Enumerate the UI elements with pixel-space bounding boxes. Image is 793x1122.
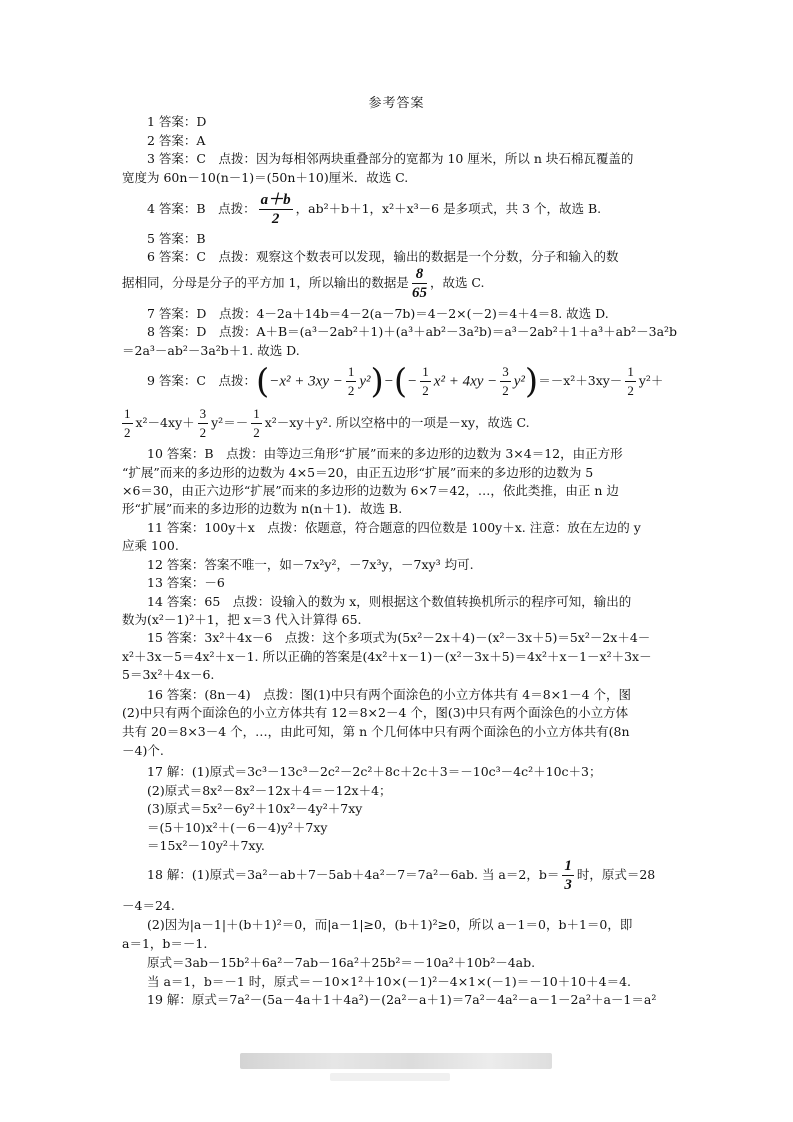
right-paren: ) [524, 361, 539, 402]
one-third-fraction [562, 857, 574, 894]
answer-10-line-1: 10 答案：B 点拨：由等边三角形“扩展”而来的多边形的边数为 3×4＝12，由正方形 [147, 446, 623, 461]
answer-6-line-1: 6 答案：C 点拨：观察这个数表可以发现，输出的数据是一个分数，分子和输入的数 [147, 249, 619, 264]
fraction-denominator: 2 [627, 383, 634, 398]
left-paren: ( [256, 361, 270, 402]
answer-9-expr-4: x² + 4xy − [433, 373, 498, 390]
solution-17-step-2: ＝(5＋10)x²＋(－6－4)y²＋7xy [147, 820, 328, 835]
solution-18-suffix: 时，原式＝28 [576, 867, 656, 882]
solution-18-part-2: (2)因为|a－1|＋(b＋1)²＝0，而|a－1|≥0，(b＋1)²≥0，所以 a－1＝0，b＋1＝0，即 [147, 917, 633, 932]
answer-16-line-2: (2)中只有两个面涂色的小立方体共有 12＝8×2－4 个，图(3)中只有两个面涂色的小立方体 [122, 705, 629, 720]
answer-13: 13 答案：－6 [147, 575, 225, 590]
answer-6-line-2 [122, 264, 485, 302]
solution-17-step-3: ＝15x²－10y²＋7xy. [147, 838, 265, 853]
answer-3-line-1: 3 答案：C 点拨：因为每相邻两块重叠部分的宽都为 10 厘米，所以 n 块石棉瓦覆盖的 [147, 151, 634, 166]
page-title: 参考答案 [368, 96, 425, 111]
fraction-denominator: 2 [253, 425, 260, 440]
answer-4 [147, 190, 601, 228]
fraction-denominator: 3 [564, 877, 572, 893]
fraction-numerator: 3 [500, 363, 511, 382]
answer-15-line-3: 5＝3x²＋4x－6. [122, 667, 215, 682]
answer-9-prefix: 9 答案：C 点拨： [147, 373, 256, 388]
solution-18-part-2-cont: a＝1，b＝－1. [122, 936, 208, 951]
fraction-numerator: 1 [122, 405, 133, 424]
left-paren: ( [393, 361, 408, 402]
half-fraction [346, 363, 357, 400]
half-fraction [625, 363, 636, 400]
answer-16-line-4: －4)个. [122, 743, 164, 758]
fraction-numerator: 1 [420, 363, 431, 382]
answer-9-result-2: y²＋ [638, 373, 664, 388]
solution-18-eval: 当 a＝1，b＝－1 时，原式＝－10×1²＋10×(－1)²－4×1×(－1)＝－10＋10＋4＝4. [147, 974, 631, 989]
half-fraction [420, 363, 431, 400]
answer-9-result-1: ＝－x²＋3xy－ [538, 373, 623, 388]
answer-9-tail-2: y²＝－ [211, 415, 249, 430]
answer-5: 5 答案：B [147, 231, 206, 246]
answer-9-expr-3: − [383, 373, 394, 390]
solution-18-expr: 原式＝3ab－15b²＋6a²－7ab－16a²＋25b²＝－10a²＋10b²－4ab. [147, 955, 536, 970]
answer-2: 2 答案：A [147, 133, 206, 148]
answer-4-fraction [259, 191, 293, 228]
fraction-numerator: 1 [346, 363, 357, 382]
solution-19: 19 解：原式＝7a²－(5a－4a＋1＋4a²)－(2a²－a＋1)＝7a²－4a²－a－1－2a²＋a－1＝a² [147, 992, 657, 1007]
fraction-numerator: 1 [625, 363, 636, 382]
answer-4-prefix: 4 答案：B 点拨： [147, 201, 256, 216]
blurred-watermark-sub [330, 1073, 450, 1081]
solution-17-part-3: (3)原式＝5x²－6y²＋10x²－4y²＋7xy [147, 801, 363, 816]
answer-6-suffix: ，故选 C. [429, 275, 485, 290]
answer-10-line-4: 形“扩展”而来的多边形的边数为 n(n＋1)．故选 B. [122, 501, 403, 516]
answer-9-tail-3: x²－xy＋y². 所以空格中的一项是－xy，故选 C. [264, 415, 530, 430]
answer-10-line-2: “扩展”而来的多边形的边数为 4×5＝20，由正五边形“扩展”而来的多边形的边数为 5 [122, 465, 594, 480]
answer-1: 1 答案：D [147, 114, 207, 129]
fraction-numerator: 1 [251, 405, 262, 424]
answer-15-line-1: 15 答案：3x²＋4x－6 点拨：这个多项式为(5x²－2x＋4)－(x²－3x＋5)＝5x²－2x＋4－ [147, 630, 651, 645]
fraction-numerator: a＋b [260, 192, 291, 208]
answer-14-line-1: 14 答案：65 点拨：设输入的数为 x，则根据这个数值转换机所示的程序可知，输出的 [147, 594, 632, 609]
answer-7: 7 答案：D 点拨：4－2a＋14b＝4－2(a－7b)＝4－2×(－2)＝4＋4＝8. 故选 D. [147, 306, 609, 321]
answer-6-fraction [412, 265, 427, 302]
answer-9-minus: − [407, 373, 418, 390]
half-fraction [122, 405, 133, 442]
answer-4-suffix: ，ab²＋b＋1，x²＋x³－6 是多项式，共 3 个，故选 B. [295, 201, 602, 216]
fraction-denominator: 65 [411, 285, 427, 301]
right-paren: ) [370, 361, 384, 402]
fraction-denominator: 2 [271, 211, 280, 227]
answer-9-expr-2: y² [359, 373, 371, 390]
answer-8-line-1: 8 答案：D 点拨：A＋B＝(a³－2ab²＋1)＋(a³＋ab²－3a²b)＝a³－2ab²＋1＋a³＋ab²－3a²b [147, 324, 678, 339]
fraction-denominator: 2 [124, 425, 131, 440]
fraction-denominator: 2 [347, 383, 355, 398]
fraction-numerator: 8 [412, 265, 427, 284]
solution-18-text: 18 解：(1)原式＝3a²－ab＋7－5ab＋4a²－7＝7a²－6ab. 当 a＝2，b＝ [147, 867, 560, 882]
answer-16-line-1: 16 答案：(8n－4) 点拨：图(1)中只有两个面涂色的小立方体共有 4＝8×1－4 个，图 [147, 687, 632, 702]
answer-12: 12 答案：答案不唯一，如－7x²y²，－7x³y，－7xy³ 均可. [147, 557, 474, 572]
fraction-denominator: 2 [422, 383, 429, 398]
blurred-watermark [240, 1053, 552, 1069]
answer-14-line-2: 数为(x²－1)²＋1，把 x＝3 代入计算得 65. [122, 612, 362, 627]
answer-6-text: 据相同，分母是分子的平方加 1，所以输出的数据是 [122, 275, 409, 290]
fraction-numerator: 1 [564, 858, 572, 874]
three-halves-fraction [500, 363, 511, 400]
fraction-numerator: 3 [198, 405, 209, 424]
answer-9-tail-1: x²－4xy＋ [135, 415, 195, 430]
fraction-denominator: 2 [199, 425, 207, 440]
solution-18-line-2: －4＝24. [122, 898, 175, 913]
three-halves-fraction [198, 405, 209, 442]
answer-15-line-2: x²＋3x－5＝4x²＋x－1. 所以正确的答案是(4x²＋x－1)－(x²－3x＋5)＝4x²＋x－1－x²＋3x－ [122, 649, 652, 664]
answer-8-line-2: ＝2a³－ab²－3a²b＋1. 故选 D. [122, 343, 300, 358]
answer-9-line-2 [122, 404, 530, 442]
answer-10-line-3: ×6＝30，由正六边形“扩展”而来的多边形的边数为 6×7＝42，…，依此类推，由正 n 边 [122, 483, 619, 498]
solution-17-part-2: (2)原式＝8x²－8x²－12x＋4＝－12x＋4； [147, 783, 392, 798]
fraction-denominator: 2 [502, 383, 509, 398]
answer-11-line-1: 11 答案：100y＋x 点拨：依题意，符合题意的四位数是 100y＋x. 注意：放在左边的 y [147, 520, 641, 535]
answer-16-line-3: 共有 20＝8×3－4 个，…，由此可知，第 n 个几何体中只有两个面涂色的小立方体共有(8n [122, 724, 630, 739]
answer-9-line-1 [147, 362, 663, 401]
half-fraction [251, 405, 262, 442]
answer-11-line-2: 应乘 100. [122, 538, 179, 553]
answer-3-line-2: 宽度为 60n－10(n－1)＝(50n＋10)厘米．故选 C. [122, 170, 409, 185]
answer-9-expr-1: −x² + 3xy − [269, 373, 343, 390]
solution-17-part-1: 17 解：(1)原式＝3c³－13c³－2c²－2c²＋8c＋2c＋3＝－10c³－4c²＋10c＋3； [147, 764, 602, 779]
answer-9-expr-5: y² [513, 373, 525, 390]
solution-18-line-1 [147, 856, 655, 894]
